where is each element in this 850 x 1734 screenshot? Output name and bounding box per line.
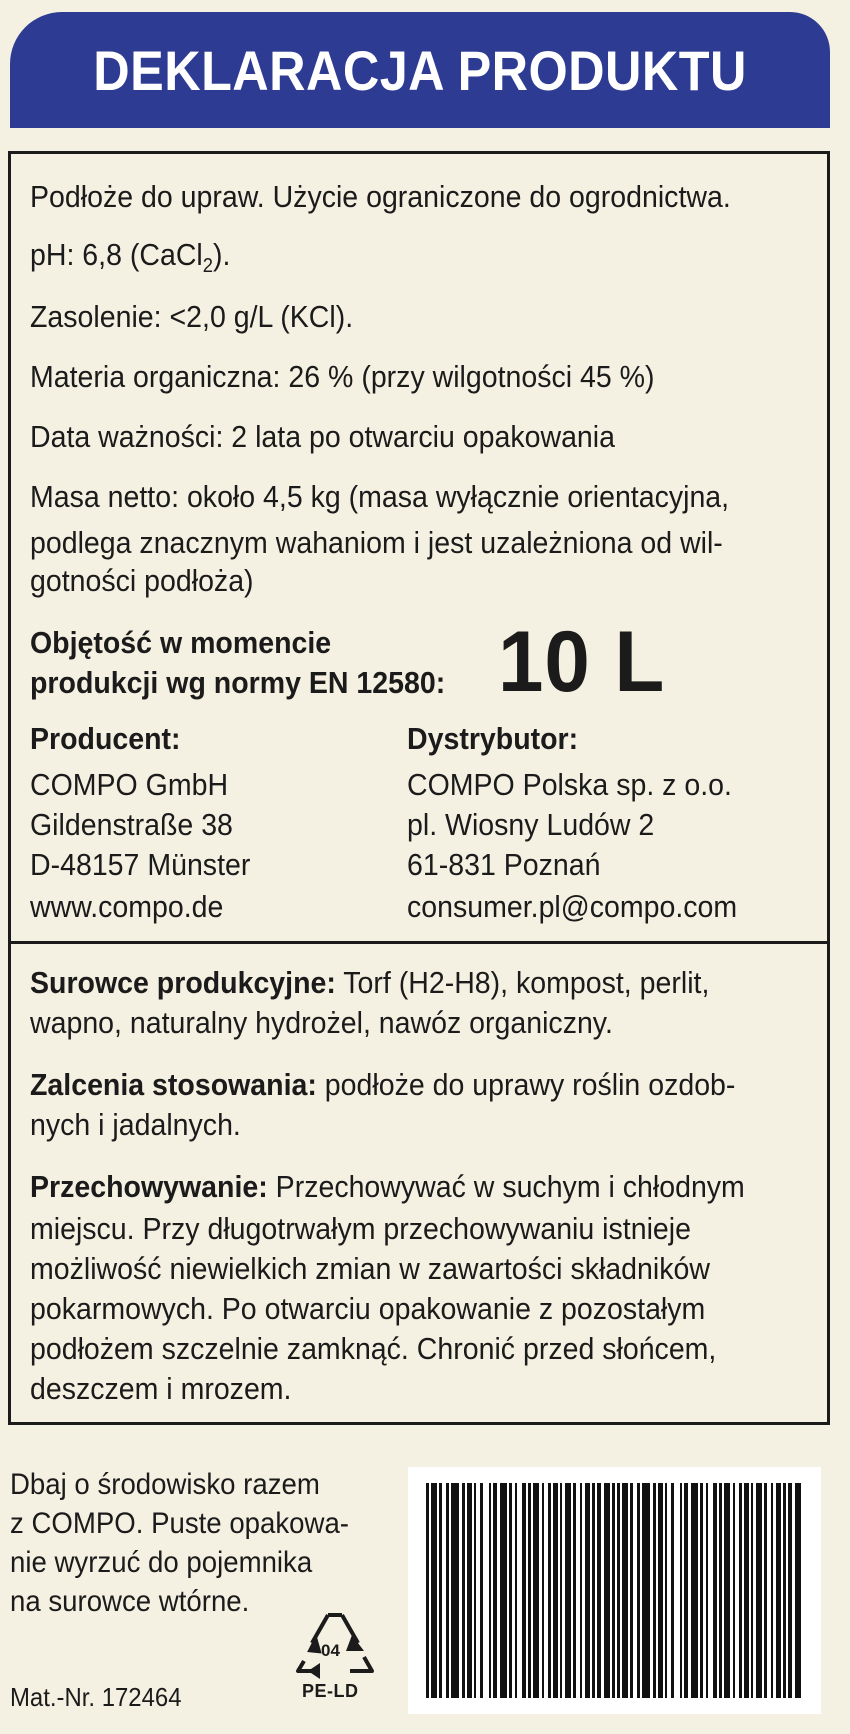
recycle-icon bbox=[290, 1605, 380, 1700]
recycle-code: 04 bbox=[321, 1641, 340, 1660]
barcode-bar bbox=[724, 1483, 730, 1698]
barcode-bar bbox=[585, 1483, 590, 1698]
section-divider bbox=[8, 941, 830, 944]
distributor-email: consumer.pl@compo.com bbox=[407, 889, 738, 924]
barcode-bar bbox=[597, 1483, 601, 1698]
barcode-bar bbox=[528, 1483, 531, 1698]
barcode-bar bbox=[612, 1483, 615, 1698]
distributor-name: COMPO Polska sp. z o.o. bbox=[407, 767, 732, 802]
barcode-bar bbox=[788, 1483, 792, 1698]
producer-city: D-48157 Münster bbox=[30, 847, 251, 882]
barcode-bar bbox=[451, 1483, 459, 1698]
barcode-bar bbox=[776, 1483, 781, 1698]
barcode-bar bbox=[580, 1483, 582, 1698]
barcode-bar bbox=[480, 1483, 483, 1698]
barcode-bar bbox=[493, 1483, 497, 1698]
barcode-bar bbox=[467, 1483, 472, 1698]
barcode-bar bbox=[533, 1483, 539, 1698]
barcode-bar bbox=[522, 1483, 526, 1698]
barcode-bar bbox=[553, 1483, 558, 1698]
net-mass-line-3: gotności podłoża) bbox=[30, 563, 254, 598]
barcode-bar bbox=[474, 1483, 476, 1698]
barcode-bar bbox=[771, 1483, 773, 1698]
organic-matter-text: Materia organiczna: 26 % (przy wilgotności 45 %) bbox=[30, 359, 655, 394]
distributor-street: pl. Wiosny Ludów 2 bbox=[407, 807, 655, 842]
barcode-bar bbox=[764, 1483, 767, 1698]
barcode-bar bbox=[706, 1483, 708, 1698]
distributor-city: 61-831 Poznań bbox=[407, 847, 601, 882]
barcode-bar bbox=[489, 1483, 491, 1698]
barcode-bar bbox=[515, 1483, 517, 1698]
barcode-bar bbox=[542, 1483, 544, 1698]
barcode-bar bbox=[548, 1483, 551, 1698]
barcode-bar bbox=[700, 1483, 703, 1698]
barcode-bar bbox=[665, 1483, 667, 1698]
volume-label-line-2: produkcji wg normy EN 12580: bbox=[30, 665, 446, 700]
barcode-bar bbox=[642, 1483, 650, 1698]
eco-text-line-1: Dbaj o środowisko razem bbox=[10, 1468, 320, 1501]
usage-line-1: Zalcenia stosowania: podłoże do uprawy roślin ozdob- bbox=[30, 1067, 736, 1102]
eco-text-line-2: z COMPO. Puste opakowa- bbox=[10, 1507, 349, 1540]
barcode-bar bbox=[653, 1483, 656, 1698]
storage-line-4: pokarmowych. Po otwarciu opakowanie z pozostałym bbox=[30, 1291, 706, 1326]
header-banner bbox=[10, 12, 830, 128]
storage-line-1: Przechowywanie: Przechowywać w suchym i chłodnym bbox=[30, 1169, 745, 1204]
volume-value: 10 L bbox=[498, 614, 666, 710]
raw-materials-line-1: Surowce produkcyjne: Torf (H2-H8), kompost, perlit, bbox=[30, 965, 710, 1000]
producer-name: COMPO GmbH bbox=[30, 767, 229, 802]
ph-text: pH: 6,8 (CaCl$_2$). bbox=[30, 237, 231, 278]
producer-heading: Producent: bbox=[30, 721, 181, 756]
barcode-bar bbox=[565, 1483, 571, 1698]
barcode-bar bbox=[500, 1483, 507, 1698]
barcode-bar bbox=[691, 1483, 698, 1698]
barcode-bar bbox=[671, 1483, 674, 1698]
barcode bbox=[408, 1467, 821, 1714]
storage-line-5: podłożem szczelnie zamknąć. Chronić przed słońcem, bbox=[30, 1331, 717, 1366]
expiry-text: Data ważności: 2 lata po otwarciu opakowania bbox=[30, 419, 616, 454]
usage-line-2: nych i jadalnych. bbox=[30, 1107, 241, 1142]
barcode-bar bbox=[744, 1483, 749, 1698]
producer-website: www.compo.de bbox=[30, 889, 224, 924]
material-number: Mat.-Nr. 172464 bbox=[10, 1682, 182, 1712]
barcode-bar bbox=[684, 1483, 688, 1698]
barcode-bar bbox=[630, 1483, 633, 1698]
barcode-bar bbox=[751, 1483, 753, 1698]
storage-line-2: miejscu. Przy długotrwałym przechowywaniu istnieje bbox=[30, 1211, 691, 1246]
eco-text-line-4: na surowce wtórne. bbox=[10, 1585, 250, 1618]
distributor-heading: Dystrybutor: bbox=[407, 721, 579, 756]
salinity-text: Zasolenie: <2,0 g/L (KCl). bbox=[30, 299, 354, 334]
storage-line-3: możliwość niewielkich zmian w zawartości składników bbox=[30, 1251, 710, 1286]
barcode-bar bbox=[733, 1483, 735, 1698]
barcode-bar bbox=[439, 1483, 442, 1698]
barcode-bar bbox=[783, 1483, 786, 1698]
page-title: DEKLARACJA PRODUKTU bbox=[93, 38, 747, 102]
net-mass-line-1: Masa netto: około 4,5 kg (masa wyłącznie orientacyjna, bbox=[30, 479, 730, 514]
producer-street: Gildenstraße 38 bbox=[30, 807, 233, 842]
barcode-bar bbox=[426, 1483, 429, 1698]
barcode-bar bbox=[604, 1483, 610, 1698]
barcode-bar bbox=[713, 1483, 717, 1698]
barcode-bar bbox=[658, 1483, 663, 1698]
barcode-bar bbox=[637, 1483, 640, 1698]
barcode-bar bbox=[795, 1483, 801, 1698]
barcode-bar bbox=[680, 1483, 682, 1698]
barcode-bar bbox=[739, 1483, 742, 1698]
barcode-bar bbox=[622, 1483, 628, 1698]
barcode-bar bbox=[573, 1483, 576, 1698]
barcode-bar bbox=[617, 1483, 620, 1698]
barcode-bar bbox=[462, 1483, 465, 1698]
barcode-bar bbox=[756, 1483, 762, 1698]
barcode-bar bbox=[509, 1483, 512, 1698]
volume-label-line-1: Objętość w momencie bbox=[30, 625, 332, 660]
raw-materials-line-2: wapno, naturalny hydrożel, nawóz organiczny. bbox=[30, 1005, 613, 1040]
recycle-material: PE-LD bbox=[302, 1681, 359, 1701]
barcode-bar bbox=[592, 1483, 595, 1698]
net-mass-line-2: podlega znacznym wahaniom i jest uzależniona od wil- bbox=[30, 525, 723, 560]
barcode-bar bbox=[446, 1483, 449, 1698]
eco-text-line-3: nie wyrzuć do pojemnika bbox=[10, 1546, 313, 1579]
barcode-bar bbox=[719, 1483, 722, 1698]
barcode-bar bbox=[560, 1483, 562, 1698]
usage-restriction-text: Podłoże do upraw. Użycie ograniczone do ogrodnictwa. bbox=[30, 179, 731, 214]
storage-line-6: deszczem i mrozem. bbox=[30, 1371, 292, 1406]
barcode-bar bbox=[431, 1483, 437, 1698]
